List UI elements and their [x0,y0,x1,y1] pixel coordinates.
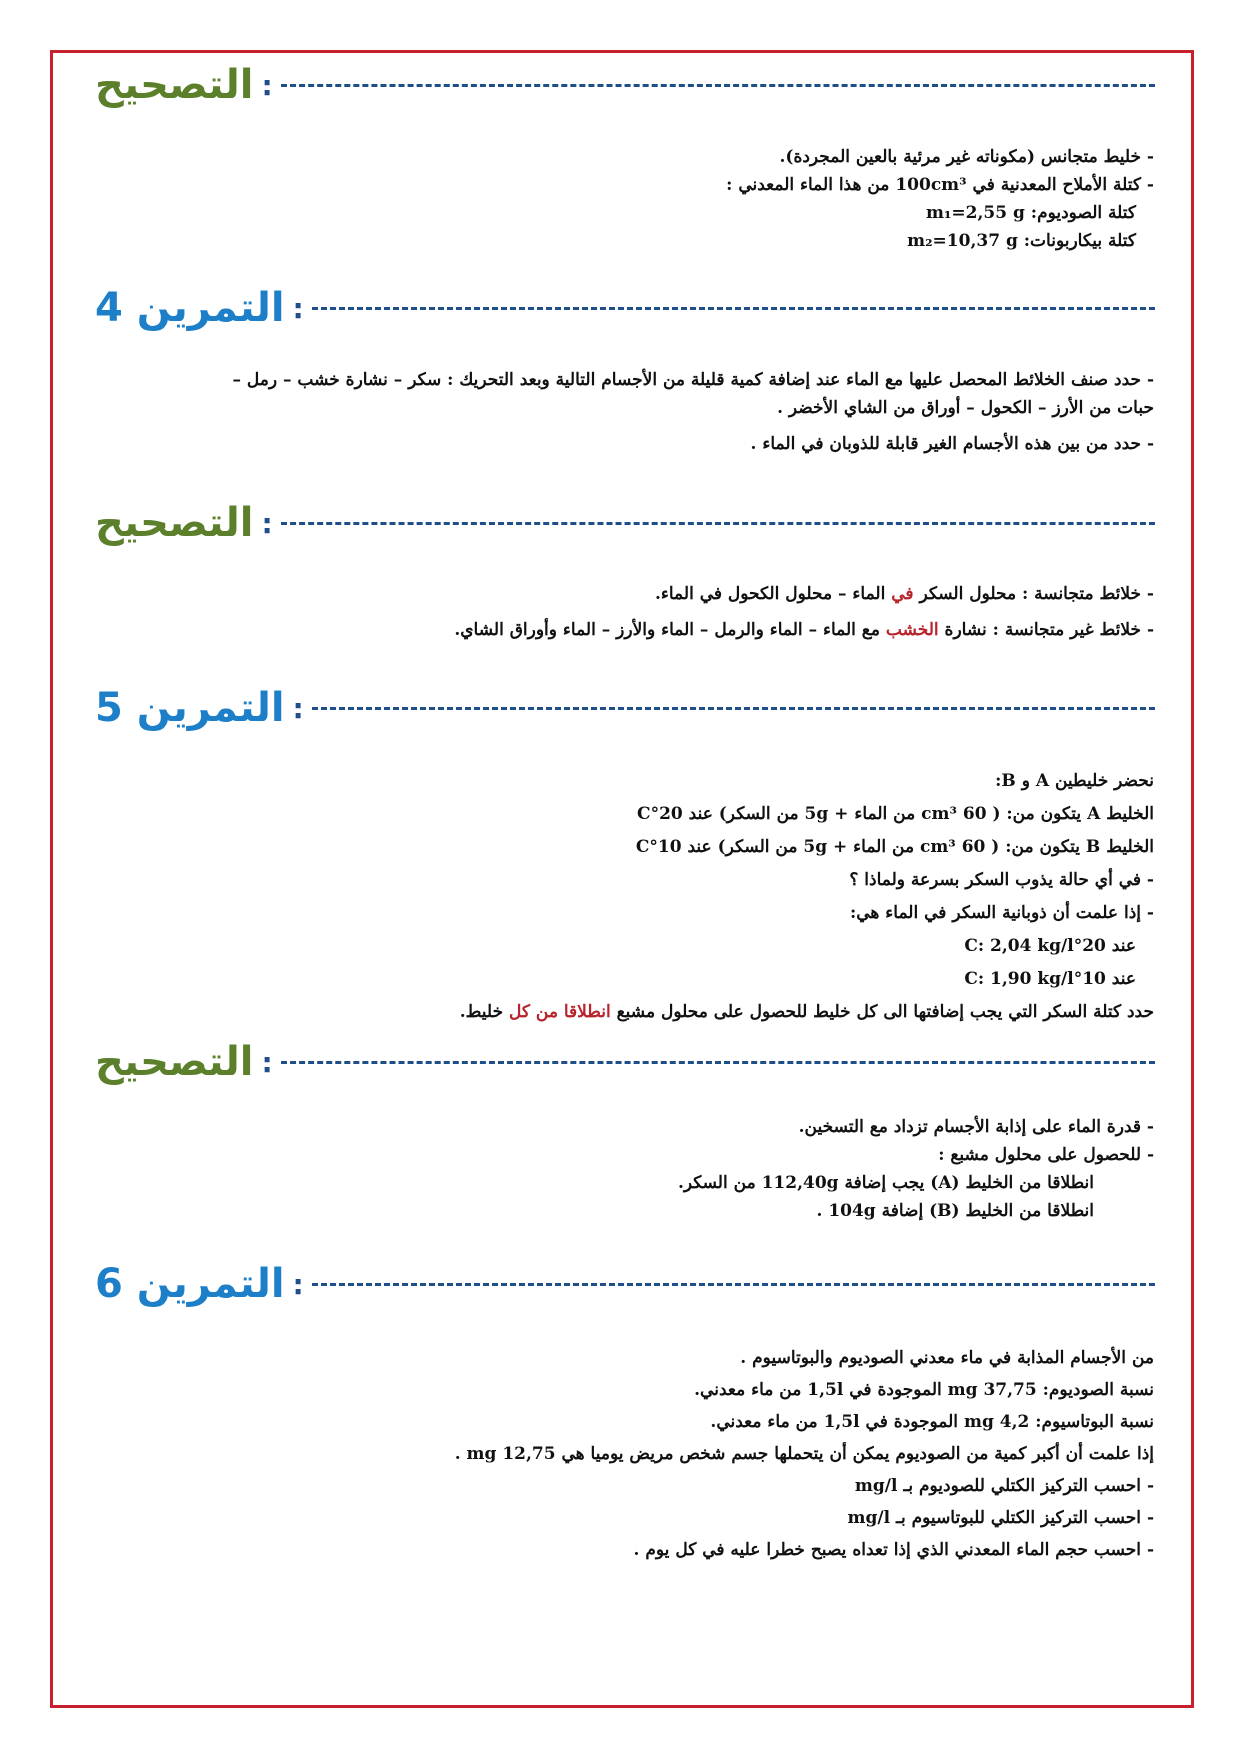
dashed-rule [312,707,1155,710]
section-title: التمرين 6 [95,1261,285,1307]
dashed-rule [312,1283,1155,1286]
dashed-rule [281,1061,1155,1064]
heading-colon: : [292,291,304,325]
dashed-rule [281,84,1155,87]
heading-colon: : [261,68,273,102]
text-part: خليط. [459,1002,509,1022]
exercise-4-body [232,366,1154,458]
correction-3-body [678,1113,1154,1225]
text-line: - في أي حالة يذوب السكر بسرعة ولماذا ؟ [849,870,1154,890]
exercise-5-heading [95,685,1155,731]
text-line: من الأجسام المذابة في ماء معدني الصوديوم والبوتاسيوم . [740,1348,1154,1368]
correction-heading-2 [95,500,1155,546]
text-line: انطلاقا من الخليط (A) يجب إضافة 112,40g من السكر. [677,1173,1094,1193]
text-line: - احسب التركيز الكتلي للبوتاسيوم بـ mg/l [847,1508,1154,1528]
heading-colon: : [292,691,304,725]
text-line [454,576,1154,612]
heading-colon: : [261,1045,273,1079]
exercise-6-body [455,1342,1154,1566]
text-line: نسبة الصوديوم: 37,75 mg الموجودة في 1,5l من ماء معدني. [694,1380,1154,1400]
text-part: الماء – محلول الكحول في الماء. [654,584,892,604]
exercise-5-body [460,765,1154,1029]
text-line: عند 10°C: 1,90 kg/l [964,969,1136,989]
text-line: - قدرة الماء على إذابة الأجسام تزداد مع التسخين. [798,1117,1154,1137]
heading-colon: : [261,506,273,540]
text-line: نسبة البوتاسيوم: 4,2 mg الموجودة في 1,5l من ماء معدني. [710,1412,1154,1432]
section-title: التصحيح [95,500,254,546]
text-line: - احسب حجم الماء المعدني الذي إذا تعداه يصبح خطرا عليه في كل يوم . [633,1540,1154,1560]
text-line: عند 20°C: 2,04 kg/l [964,936,1136,956]
section-title: التصحيح [95,62,254,108]
text-line: نحضر خليطين A و B: [995,771,1154,791]
text-line [454,612,1154,648]
text-line: إذا علمت أن أكبر كمية من الصوديوم يمكن أن يتحملها جسم شخص مريض يوميا هي 12,75 mg . [454,1444,1154,1464]
text-line: - إذا علمت أن ذوبانية السكر في الماء هي: [849,903,1154,923]
correction-heading-3 [95,1039,1155,1085]
section-title: التمرين 5 [95,685,285,731]
text-part: مع الماء – الماء والرمل – الماء والأرز – الماء وأوراق الشاي. [454,620,886,640]
dashed-rule [312,307,1155,310]
text-line: - حدد من بين هذه الأجسام الغير قابلة للذوبان في الماء . [750,434,1154,454]
text-line: كتلة بيكاربونات: m₂=10,37 g [907,231,1136,251]
highlight-text: في [891,584,914,604]
text-line: انطلاقا من الخليط (B) إضافة 104g . [816,1201,1094,1221]
text-line: - كتلة الأملاح المعدنية في 100cm³ من هذا الماء المعدني : [726,175,1154,195]
correction-1-body [726,143,1154,255]
text-line [460,996,1154,1029]
correction-heading-1 [95,62,1155,108]
text-line: - للحصول على محلول مشبع : [938,1145,1154,1165]
text-line: - خليط متجانس (مكوناته غير مرئية بالعين المجردة). [779,147,1154,167]
text-line: الخليط A يتكون من: ( 60 cm³ من الماء + 5g من السكر) عند 20°C [637,804,1154,824]
text-part: - خلائط متجانسة : محلول السكر [913,584,1154,604]
text-part: حدد كتلة السكر التي يجب إضافتها الى كل خليط للحصول على محلول مشبع [610,1002,1154,1022]
text-line: - حدد صنف الخلائط المحصل عليها مع الماء عند إضافة كمية قليلة من الأجسام التالية وبعد التحريك : سكر – نشارة خشب – رمل – [232,370,1154,390]
section-title: التمرين 4 [95,285,285,331]
exercise-4-heading [95,285,1155,331]
text-line: الخليط B يتكون من: ( 60 cm³ من الماء + 5g من السكر) عند 10°C [635,837,1154,857]
dashed-rule [281,522,1155,525]
highlight-text: انطلاقا من كل [509,1002,611,1022]
exercise-6-heading [95,1261,1155,1307]
text-line: حبات من الأرز – الكحول – أوراق من الشاي الأخضر . [777,398,1154,418]
text-part: - خلائط غير متجانسة : نشارة [938,620,1154,640]
heading-colon: : [292,1267,304,1301]
section-title: التصحيح [95,1039,254,1085]
highlight-text: الخشب [885,620,939,640]
text-line: كتلة الصوديوم: m₁=2,55 g [925,203,1136,223]
correction-2-body [454,576,1154,648]
text-line: - احسب التركيز الكتلي للصوديوم بـ mg/l [854,1476,1154,1496]
